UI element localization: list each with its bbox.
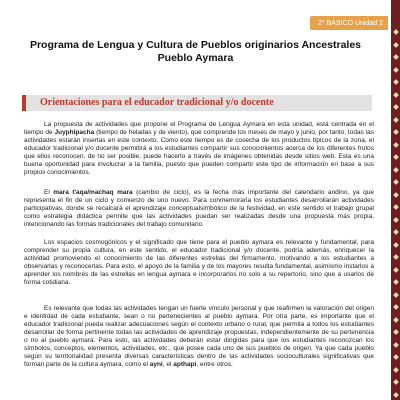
paragraph-text: Es relevante que todas las actividades tengan un fuerte vínculo personal y que reafirmen la valoración del origen e identidad de cada estudiante, sean o no pertenecientes al pueblo aymara. Por otra parte, es importante que el educador tradicional pueda realizar adecuaciones según el contexto urbano o rural, que permita a todos los estudiantes desarrollar de forma pertinente todas las actividades de aprendizaje propuestas, independientemente de su pertenencia o no al pueblo aymara. Para esto, las actividades deberán estar dirigidas para que los estudiantes reconozcan los símbolos, conceptos, elementos, actividades, etc., que posee cada uno de sus pueblos de origen. Ya que cada pueblo según su territorialidad presenta diversas características dentro de las actividades socioculturales significativas que forman parte de la cultura aymara, como el	[24, 305, 374, 368]
border-diamond	[393, 92, 399, 98]
border-diamond	[393, 29, 399, 35]
term-mara-taqa: mara t'aqa/machaq mara	[53, 189, 133, 196]
paragraph-cosmogonic-spaces	[24, 239, 374, 287]
grade-unit-label: 2° BÁSICO Unidad 2	[317, 19, 383, 27]
border-diamond	[393, 242, 399, 248]
border-diamond	[393, 342, 399, 348]
section-heading-bar	[22, 95, 372, 111]
border-diamond	[393, 142, 399, 148]
border-diamond	[393, 392, 399, 398]
paragraph-text: , el	[162, 361, 174, 368]
border-diamond	[393, 117, 399, 123]
border-diamond	[393, 54, 399, 60]
border-diamond	[393, 367, 399, 373]
border-diamond	[393, 354, 399, 360]
paragraph-text: (cambio de ciclo), es la fecha más importante del calendario andino, ya que representa el fin de un ciclo y comienzo de uno nuevo. Para conmemorarla los estudiantes desarrollarán actividades participativas, donde se recalcará el aprendizaje conceptualsimbólico de la festividad, en este sentido el trabajo grupal como estrategia didáctica permite que las actividades puedan ser realizadas desde una propuesta más propia, intencionando las formas tradicionales del trabajo comunitario.	[24, 189, 374, 228]
paragraph-text: La propuesta de actividades que propone el Programa de Lengua Aymara en esta unidad, está centrada en el tiempo de	[24, 121, 374, 136]
border-diamond	[393, 292, 399, 298]
border-diamond	[393, 167, 399, 173]
border-diamond	[393, 42, 399, 48]
decorative-side-border	[391, 0, 400, 400]
border-diamond	[393, 329, 399, 335]
border-diamond	[393, 279, 399, 285]
border-diamond	[393, 317, 399, 323]
term-apthapi: apthapi	[173, 361, 197, 368]
title-line-people: Pueblo Aymara	[157, 52, 234, 64]
title-line-program: Programa de Lengua y Cultura de Pueblos originarios Ancestrales	[29, 39, 362, 51]
document-title	[0, 39, 391, 65]
term-juyphipacha: Juyphipacha	[54, 129, 95, 136]
border-diamond	[393, 129, 399, 135]
border-diamond	[393, 104, 399, 110]
paragraph-text: , entre otros.	[196, 361, 233, 368]
border-diamond	[393, 217, 399, 223]
border-diamond	[393, 304, 399, 310]
border-diamond	[393, 204, 399, 210]
border-diamond	[393, 379, 399, 385]
paragraph-text: Los espacios cosmogónicos y el significado que tiene para el pueblo aymara es relevante y fundamental, para comprender su propia cultura, en este sentido, el educador tradicional y/o docente, podría además, enriquecer la actividad promoviendo el conocimiento de las diferentes estrellas del firmamento, motivando a los estudiantes a observarlas y reconocerlas. Para esto, el apoyo de la familia y de los mayores resulta fundamental, asimismo instarlos a aprender los nombres de las estrellas en lengua aymara e incorporarlos no solo a su repertorio, sino que a usarlos de forma cotidiana.	[24, 239, 374, 286]
border-diamond	[393, 267, 399, 273]
paragraph-text: (tiempo de heladas y de viento), que comprende los meses de mayo y junio, por tanto, todas las actividades estarán insertas en este contexto. Como este tiempo es de cosecha de los productos típicos de la zona, el educador tradicional y/o docente permitirá a los estudiantes compartir sus conocimientos acerca de los diferentes frutos que ellos reconocen, de no ser posible, puede hacerlo a través de imágenes obtenidas desde sitios web. Esta es una buena oportunidad para involucrar a la familia, puesto que pueden compartir este tipo de información en base a sus propios conocimientos.	[24, 129, 374, 176]
paragraph-mara-taqa	[24, 189, 374, 229]
border-diamond	[393, 179, 399, 185]
grade-unit-tab	[310, 16, 388, 30]
paragraph-text: El	[44, 189, 54, 196]
border-diamond	[393, 79, 399, 85]
paragraph-activities	[24, 305, 374, 369]
border-diamond	[393, 154, 399, 160]
section-heading: Orientaciones para el educador tradicional y/o docente	[40, 97, 274, 108]
term-ayni: ayni	[149, 361, 163, 368]
border-diamond	[393, 229, 399, 235]
paragraph-juyphipacha	[24, 121, 374, 177]
border-diamond	[393, 192, 399, 198]
border-diamond	[393, 67, 399, 73]
border-diamond	[393, 254, 399, 260]
